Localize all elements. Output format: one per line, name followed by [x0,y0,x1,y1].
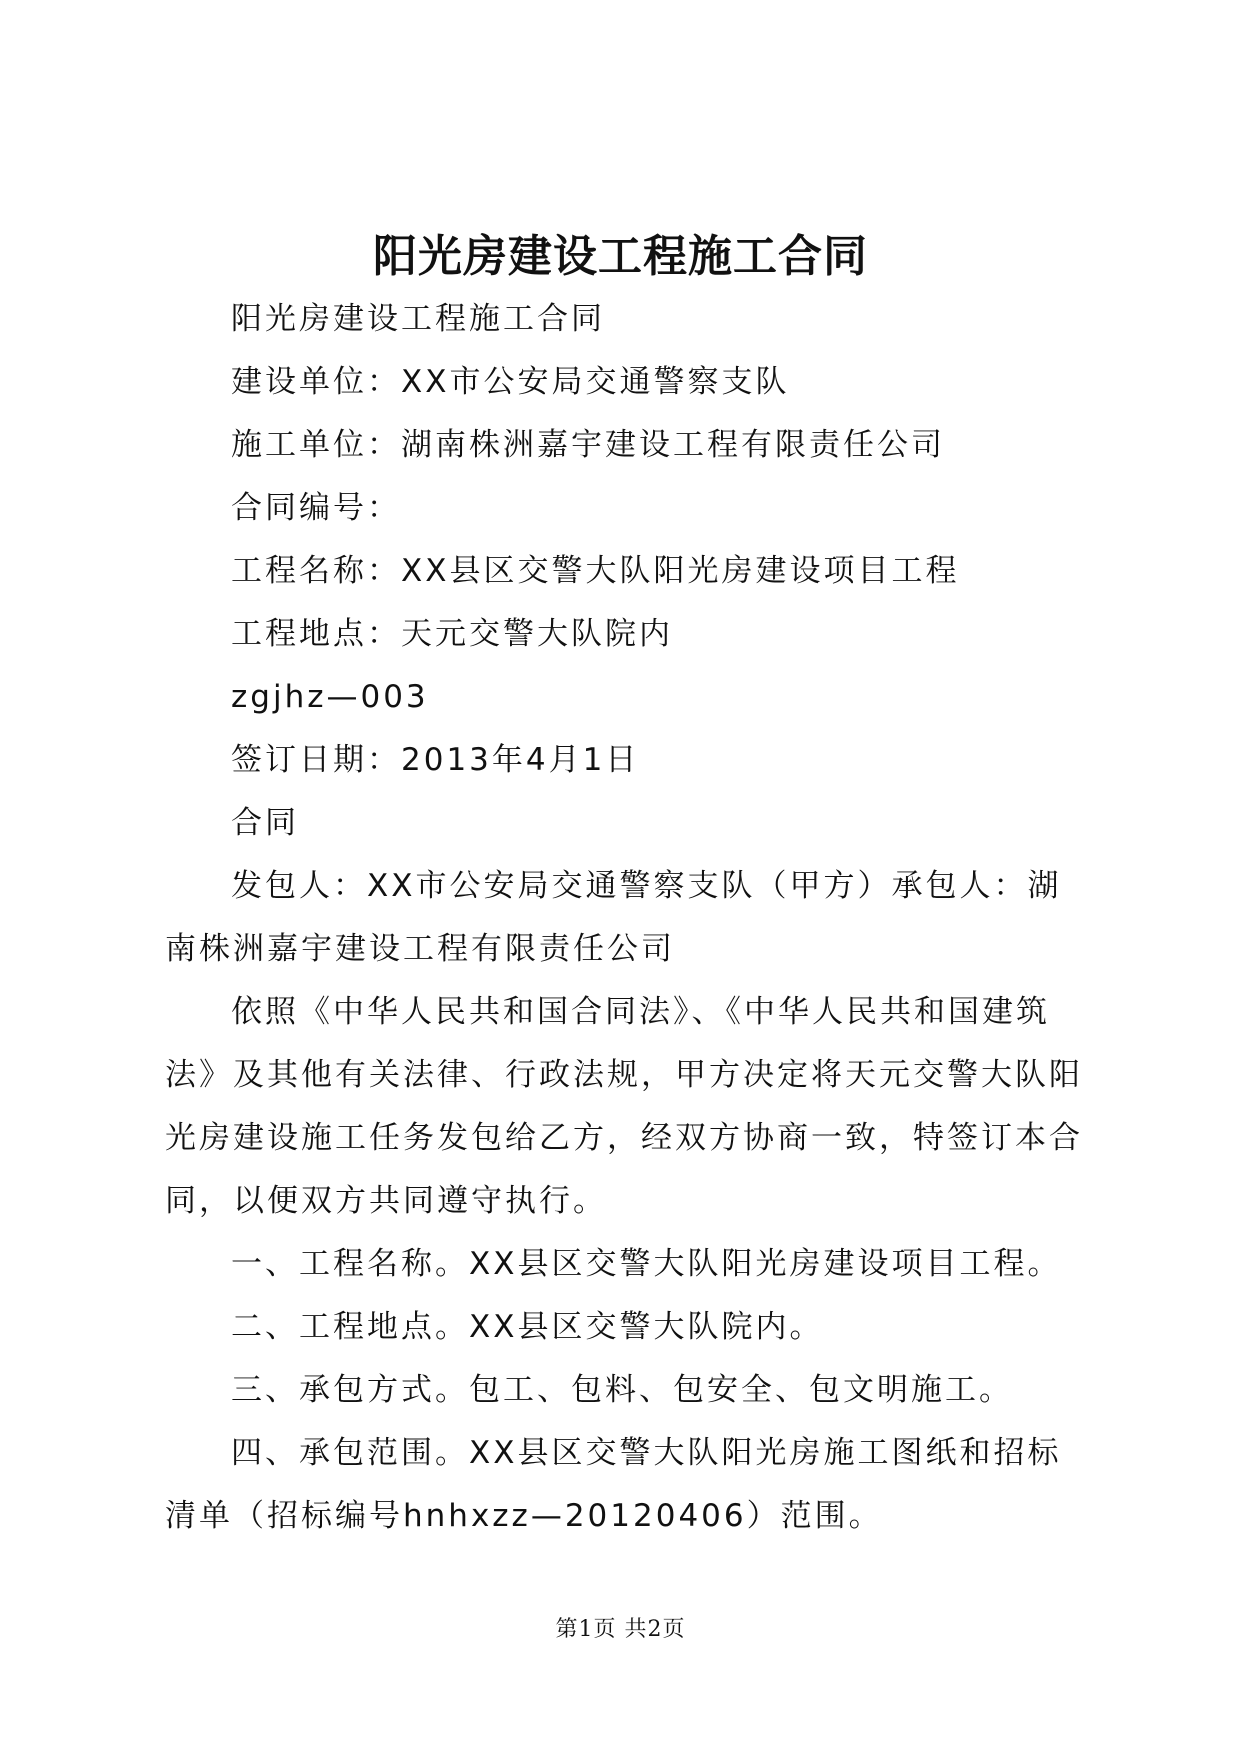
page-footer: 第1页 共2页 [555,1617,686,1642]
paragraph-clause-1: 一、工程名称。XX县区交警大队阳光房建设项目工程。 [231,1246,1062,1282]
paragraph-contractor: 施工单位：湖南株洲嘉宇建设工程有限责任公司 [231,427,945,463]
paragraph-parties: 发包人：XX市公安局交通警察支队（甲方）承包人：湖南株洲嘉宇建设工程有限责任公司 [165,868,1062,967]
paragraph-basis: 依照《中华人民共和国合同法》、《中华人民共和国建筑法》及其他有关法律、行政法规，甲方决定将天元交警大队阳光房建设施工任务发包给乙方，经双方协商一致，特签订本合同，以便双方共同遵守执行。 [165,994,1083,1219]
paragraph-clause-4: 四、承包范围。XX县区交警大队阳光房施工图纸和招标清单（招标编号hnhxzz—20120406）范围。 [165,1435,1062,1534]
paragraph-contract-number: 合同编号： [231,490,401,526]
paragraph-code: zgjhz—003 [231,679,429,715]
paragraph-builder: 建设单位：XX市公安局交通警察支队 [231,364,790,400]
paragraph-heading: 阳光房建设工程施工合同 [231,301,605,337]
document-body [165,288,1090,1548]
paragraph-sign-date: 签订日期：2013年4月1日 [231,742,640,778]
paragraph-project-location: 工程地点：天元交警大队院内 [231,616,673,652]
paragraph-project-name: 工程名称：XX县区交警大队阳光房建设项目工程 [231,553,960,589]
paragraph-clause-3: 三、承包方式。包工、包料、包安全、包文明施工。 [231,1372,1013,1408]
document-title: 阳光房建设工程施工合同 [373,231,868,282]
paragraph-contract-label: 合同 [231,805,299,841]
paragraph-clause-2: 二、工程地点。XX县区交警大队院内。 [231,1309,824,1345]
